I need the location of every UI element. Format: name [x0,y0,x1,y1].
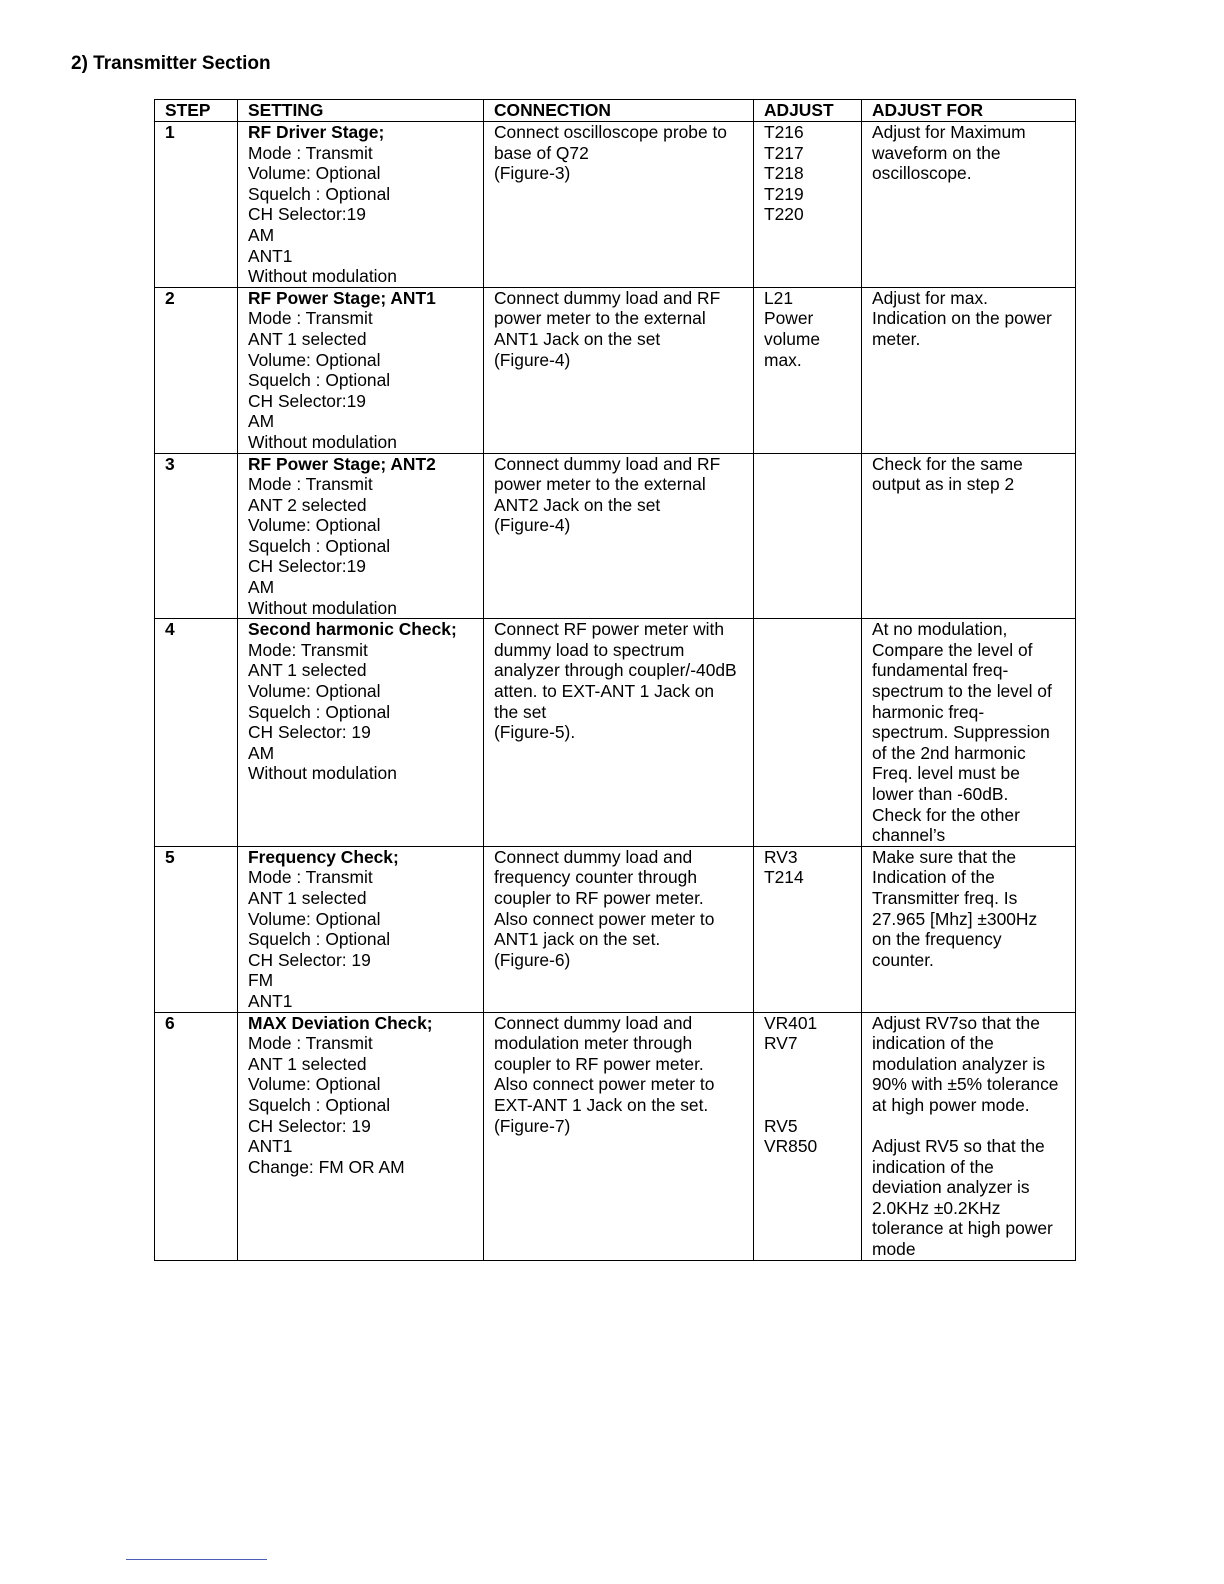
adjust-line: max. [764,349,802,370]
setting-line: AM [248,577,275,598]
setting-line: Squelch : Optional [248,1094,391,1115]
table-row [155,287,1076,453]
adjust-for-line: Indication on the power [872,308,1052,329]
adjust-for-line: output as in step 2 [872,474,1015,495]
adjust-for-line: harmonic freq- [872,701,985,722]
adjust-for-line: Compare the level of [872,639,1033,660]
connection-line: analyzer through coupler/-40dB [494,660,737,681]
setting-line: Without modulation [248,763,397,784]
adjust-line: VR401 [764,1012,818,1033]
adjust-for-line: channel’s [872,825,946,846]
adjust-cell [754,453,862,619]
adjust-line: T214 [764,867,804,888]
adjust-for-line: Indication of the [872,867,995,888]
table-row [155,453,1076,619]
setting-title: RF Driver Stage; [248,122,385,142]
connection-cell [484,453,754,619]
setting-line: Squelch : Optional [248,701,391,722]
adjust-for-cell [862,846,1076,1012]
setting-title: Frequency Check; [248,846,399,867]
setting-line: Volume: Optional [248,163,381,184]
setting-line: ANT 1 selected [248,1053,367,1074]
adjust-for-line: Adjust RV5 so that the [872,1136,1045,1157]
setting-title: RF Power Stage; ANT2 [248,453,436,474]
adjust-line: T217 [764,142,804,163]
connection-cell [484,122,754,288]
setting-line: ANT1 [248,1136,293,1157]
adjust-for-line: oscilloscope. [872,163,972,184]
setting-line: Volume: Optional [248,681,381,702]
adjust-for-cell [862,1012,1076,1260]
section-title: 2) Transmitter Section [71,53,271,74]
connection-line: the set [494,701,547,722]
adjust-line: VR850 [764,1136,818,1157]
connection-line: (Figure-5). [494,722,576,743]
connection-line: coupler to RF power meter. [494,1053,704,1074]
setting-line: ANT 2 selected [248,494,367,515]
adjust-line [764,1054,861,1075]
table-header-row [155,100,1076,122]
setting-line: CH Selector:19 [248,390,366,411]
connection-line: frequency counter through [494,867,698,888]
adjust-line: T218 [764,163,804,184]
adjust-line: T219 [764,183,804,204]
adjust-for-line: fundamental freq- [872,660,1009,681]
adjust-for-line: Check for the other [872,804,1020,825]
setting-line: FM [248,970,274,991]
step-number: 5 [155,846,238,1012]
connection-line: ANT2 Jack on the set [494,494,661,515]
setting-line: CH Selector:19 [248,556,366,577]
setting-line: Squelch : Optional [248,535,391,556]
connection-line: Connect RF power meter with [494,619,725,640]
connection-line: Also connect power meter to [494,908,715,929]
adjust-for-line: indication of the [872,1156,994,1177]
connection-line: (Figure-6) [494,949,571,970]
adjust-line: RV7 [764,1033,798,1054]
setting-line: Volume: Optional [248,349,381,370]
connection-line: ANT1 Jack on the set [494,328,661,349]
transmitter-alignment-table [154,99,1076,1261]
adjust-for-cell [862,619,1076,847]
connection-line: ANT1 jack on the set. [494,929,661,950]
footnote-rule [126,1559,267,1560]
setting-line: Mode : Transmit [248,1033,373,1054]
connection-line: Connect oscilloscope probe to [494,122,727,142]
setting-line: Without modulation [248,431,397,452]
setting-line: Volume: Optional [248,515,381,536]
setting-line: ANT1 [248,245,293,266]
setting-line: Mode : Transmit [248,142,373,163]
connection-line: Connect dummy load and [494,1012,693,1033]
setting-title: Second harmonic Check; [248,619,457,640]
adjust-line: L21 [764,287,794,308]
connection-cell [484,846,754,1012]
adjust-for-line: 27.965 [Mhz] ±300Hz [872,908,1038,929]
adjust-for-line: on the frequency [872,929,1002,950]
setting-line: CH Selector:19 [248,204,366,225]
adjust-line: T216 [764,122,804,142]
connection-line: modulation meter through [494,1033,693,1054]
setting-cell [238,453,484,619]
table-row [155,1012,1076,1260]
setting-line: Mode : Transmit [248,474,373,495]
setting-line: Volume: Optional [248,908,381,929]
connection-line: power meter to the external [494,474,706,495]
setting-line: ANT1 [248,990,293,1011]
connection-line: Connect dummy load and [494,846,693,867]
header-step: STEP [155,100,238,122]
adjust-for-line: modulation analyzer is [872,1053,1046,1074]
setting-line: Mode: Transmit [248,639,368,660]
adjust-for-line: of the 2nd harmonic [872,742,1026,763]
setting-line: ANT 1 selected [248,328,367,349]
adjust-line: T220 [764,204,804,225]
step-number: 4 [155,619,238,847]
adjust-line: Power [764,308,814,329]
setting-line: Change: FM OR AM [248,1156,405,1177]
adjust-for-line: Freq. level must be [872,763,1020,784]
adjust-line [764,1074,861,1095]
adjust-cell [754,619,862,847]
adjust-for-line: deviation analyzer is [872,1177,1030,1198]
connection-line: dummy load to spectrum [494,639,685,660]
setting-line: ANT 1 selected [248,887,367,908]
adjust-line [764,1095,861,1116]
adjust-for-line: Check for the same [872,453,1023,474]
connection-line: coupler to RF power meter. [494,887,704,908]
adjust-for-line: 90% with ±5% tolerance [872,1074,1059,1095]
adjust-for-line: lower than -60dB. [872,784,1009,804]
setting-cell [238,287,484,453]
connection-line: Also connect power meter to [494,1074,715,1095]
connection-line: Connect dummy load and RF [494,453,721,474]
step-number: 1 [155,122,238,288]
table-row [155,846,1076,1012]
setting-line: CH Selector: 19 [248,949,371,970]
adjust-line: RV5 [764,1115,798,1136]
adjust-for-line: tolerance at high power [872,1218,1053,1239]
setting-line: Mode : Transmit [248,308,373,329]
adjust-for-line: Adjust for Maximum [872,122,1026,142]
step-number: 6 [155,1012,238,1260]
adjust-cell [754,287,862,453]
setting-title: RF Power Stage; ANT1 [248,287,436,308]
setting-line: AM [248,411,275,432]
table-body [155,122,1076,1261]
connection-line: (Figure-7) [494,1115,571,1136]
adjust-for-line: 2.0KHz ±0.2KHz [872,1197,1001,1218]
setting-line: CH Selector: 19 [248,1115,371,1136]
adjust-for-line: Adjust for max. [872,287,988,308]
adjust-for-line: Adjust RV7so that the [872,1012,1040,1033]
adjust-for-line: at high power mode. [872,1094,1030,1115]
connection-cell [484,619,754,847]
adjust-for-line: mode [872,1239,916,1260]
connection-line: (Figure-4) [494,515,571,536]
table-row [155,122,1076,288]
adjust-for-line: At no modulation, [872,619,1008,640]
setting-cell [238,122,484,288]
setting-line: Squelch : Optional [248,183,391,204]
table-row [155,619,1076,847]
adjust-for-line: indication of the [872,1033,994,1054]
adjust-for-line: Make sure that the [872,846,1017,867]
connection-cell [484,1012,754,1260]
header-adjust-for: ADJUST FOR [862,100,1076,122]
adjust-for-line: waveform on the [872,142,1001,163]
setting-line: AM [248,224,275,245]
adjust-for-cell [862,122,1076,288]
connection-line: Connect dummy load and RF [494,287,721,308]
connection-line: atten. to EXT-ANT 1 Jack on [494,681,715,702]
adjust-for-cell [862,453,1076,619]
step-number: 2 [155,287,238,453]
adjust-cell [754,846,862,1012]
setting-line: Without modulation [248,266,397,287]
adjust-for-cell [862,287,1076,453]
connection-cell [484,287,754,453]
connection-line: power meter to the external [494,308,706,329]
header-adjust: ADJUST [754,100,862,122]
adjust-line: RV3 [764,846,798,867]
setting-line: AM [248,742,275,763]
setting-line: Mode : Transmit [248,867,373,888]
connection-line: (Figure-4) [494,349,571,370]
header-connection: CONNECTION [484,100,754,122]
setting-line: Squelch : Optional [248,929,391,950]
adjust-for-line: spectrum to the level of [872,681,1052,702]
setting-cell [238,846,484,1012]
adjust-for-line [872,1116,1075,1137]
adjust-for-line: meter. [872,328,921,349]
setting-line: Without modulation [248,597,397,618]
adjust-for-line: counter. [872,949,934,970]
adjust-line: volume [764,328,821,349]
step-number: 3 [155,453,238,619]
setting-cell [238,619,484,847]
setting-line: CH Selector: 19 [248,722,371,743]
connection-line: EXT-ANT 1 Jack on the set. [494,1094,709,1115]
adjust-cell [754,122,862,288]
adjust-cell [754,1012,862,1260]
connection-line: base of Q72 [494,142,589,163]
setting-cell [238,1012,484,1260]
adjust-for-line: spectrum. Suppression [872,722,1050,743]
adjust-for-line: Transmitter freq. Is [872,887,1018,908]
connection-line: (Figure-3) [494,163,571,184]
setting-line: Squelch : Optional [248,370,391,391]
setting-line: ANT 1 selected [248,660,367,681]
header-setting: SETTING [238,100,484,122]
setting-line: Volume: Optional [248,1074,381,1095]
setting-title: MAX Deviation Check; [248,1012,433,1033]
